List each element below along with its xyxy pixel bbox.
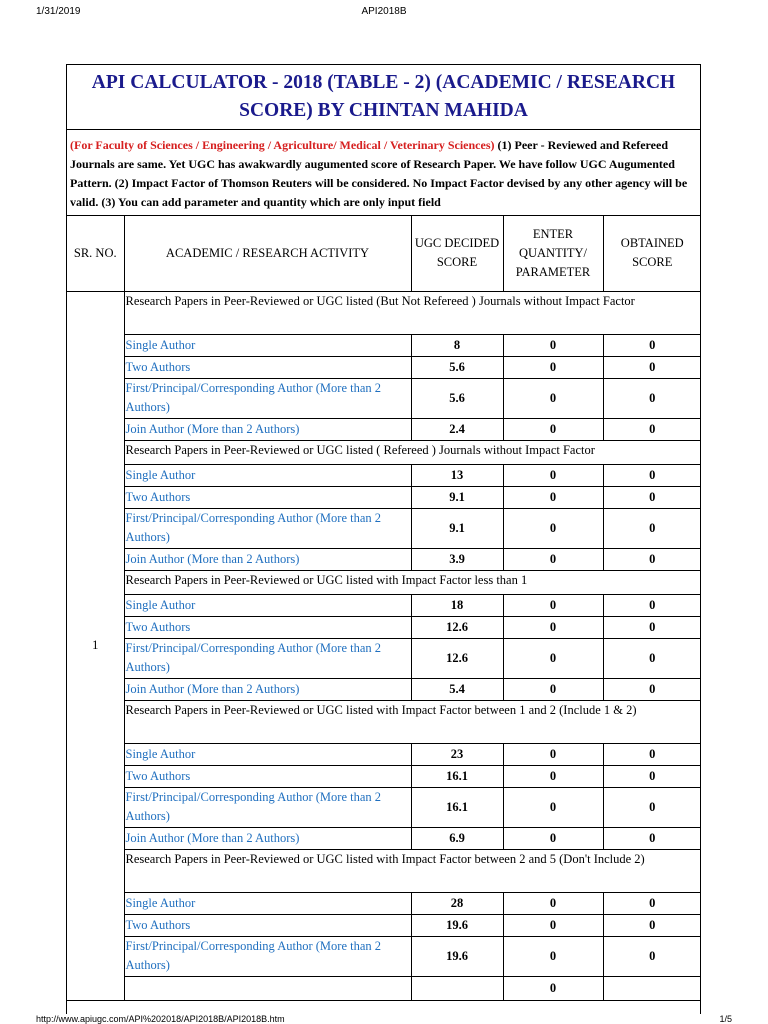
category-row [67,570,701,594]
header-enter-quantity: ENTER QUANTITY/ PARAMETER [503,216,603,291]
category-label: Research Papers in Peer-Reviewed or UGC listed with Impact Factor between 2 and 5 (Don't Include 2) [124,849,701,892]
obtained-score-value: 0 [603,892,701,914]
ugc-score-value: 12.6 [411,638,503,678]
quantity-input[interactable]: 0 [503,508,603,548]
obtained-score-value: 0 [603,356,701,378]
ugc-score-value: 3.9 [411,548,503,570]
author-type-label: Two Authors [124,486,411,508]
table-row [67,464,701,486]
quantity-input[interactable]: 0 [503,743,603,765]
author-type-label: First/Principal/Corresponding Author (More than 2 Authors) [124,936,411,976]
author-type-label: Single Author [124,892,411,914]
table-row [67,765,701,787]
obtained-score-value: 0 [603,787,701,827]
author-type-label: Two Authors [124,356,411,378]
ugc-score-value: 5.4 [411,678,503,700]
quantity-input[interactable]: 0 [503,356,603,378]
obtained-score-value [603,976,701,1000]
ugc-score-value: 28 [411,892,503,914]
category-row [67,700,701,743]
quantity-input[interactable]: 0 [503,464,603,486]
obtained-score-value: 0 [603,508,701,548]
instructions-notes [67,130,700,216]
print-url: http://www.apiugc.com/API%202018/API2018B/API2018B.htm [36,1014,285,1024]
obtained-score-value: 0 [603,594,701,616]
obtained-score-value: 0 [603,616,701,638]
obtained-score-value: 0 [603,765,701,787]
table-row [67,616,701,638]
table-row [67,678,701,700]
print-header [0,6,768,20]
category-label: Research Papers in Peer-Reviewed or UGC listed with Impact Factor between 1 and 2 (Include 1 & 2) [124,700,701,743]
print-page-number: 1/5 [719,1014,732,1024]
category-row [67,849,701,892]
api-calculator-sheet [66,64,701,1014]
quantity-input[interactable]: 0 [503,936,603,976]
category-label: Research Papers in Peer-Reviewed or UGC listed (But Not Refereed ) Journals without Impact Factor [124,291,701,334]
author-type-label: Two Authors [124,616,411,638]
obtained-score-value: 0 [603,464,701,486]
quantity-input[interactable]: 0 [503,418,603,440]
ugc-score-value: 16.1 [411,787,503,827]
ugc-score-value: 19.6 [411,936,503,976]
table-row [67,486,701,508]
quantity-input[interactable]: 0 [503,616,603,638]
table-row [67,638,701,678]
faculty-note: (For Faculty of Sciences / Engineering / Agriculture/ Medical / Veterinary Sciences) [70,138,495,152]
rules-note: (1) Peer - Reviewed and Refereed Journals are same. Yet UGC has awakwardly augumented score of Research Paper. We have follow UGC Augumented Pattern. (2) Impact Factor of Thomson Reuters will be considered. No Impact Factor devised by any other agency will be valid. (3) You can add parameter and quantity which are only input field [70,138,688,209]
table-row [67,787,701,827]
author-type-label: Join Author (More than 2 Authors) [124,418,411,440]
obtained-score-value: 0 [603,743,701,765]
print-date: 1/31/2019 [36,6,81,17]
print-page-title: API2018B [361,6,407,17]
ugc-score-value: 9.1 [411,508,503,548]
header-ugc-score: UGC DECIDED SCORE [411,216,503,291]
table-row [67,508,701,548]
sr-number: 1 [67,291,124,1000]
ugc-score-value: 23 [411,743,503,765]
quantity-input[interactable]: 0 [503,892,603,914]
author-type-label: First/Principal/Corresponding Author (More than 2 Authors) [124,378,411,418]
table-row [67,743,701,765]
obtained-score-value: 0 [603,936,701,976]
table-row [67,976,701,1000]
obtained-score-value: 0 [603,378,701,418]
table-row [67,548,701,570]
table-row [67,914,701,936]
ugc-score-value: 2.4 [411,418,503,440]
table-row [67,594,701,616]
author-type-label: Single Author [124,464,411,486]
quantity-input[interactable]: 0 [503,914,603,936]
obtained-score-value: 0 [603,678,701,700]
table-row [67,378,701,418]
quantity-input[interactable]: 0 [503,765,603,787]
table-row [67,936,701,976]
author-type-label: First/Principal/Corresponding Author (More than 2 Authors) [124,508,411,548]
table-row [67,827,701,849]
author-type-label: First/Principal/Corresponding Author (More than 2 Authors) [124,787,411,827]
quantity-input[interactable]: 0 [503,548,603,570]
ugc-score-value: 8 [411,334,503,356]
author-type-label: Join Author (More than 2 Authors) [124,827,411,849]
quantity-input[interactable]: 0 [503,678,603,700]
ugc-score-value: 16.1 [411,765,503,787]
quantity-input[interactable]: 0 [503,378,603,418]
header-sr-no: SR. NO. [67,216,124,291]
author-type-label: Two Authors [124,765,411,787]
ugc-score-value: 12.6 [411,616,503,638]
author-type-label: Single Author [124,334,411,356]
obtained-score-value: 0 [603,827,701,849]
obtained-score-value: 0 [603,418,701,440]
table-row [67,892,701,914]
author-type-label: Two Authors [124,914,411,936]
obtained-score-value: 0 [603,334,701,356]
author-type-label: Single Author [124,594,411,616]
table-row [67,418,701,440]
page-title: API CALCULATOR - 2018 (TABLE - 2) (ACADEMIC / RESEARCH SCORE) BY CHINTAN MAHIDA [67,65,700,130]
quantity-input[interactable]: 0 [503,827,603,849]
author-type-label: First/Principal/Corresponding Author (More than 2 Authors) [124,638,411,678]
table-row [67,334,701,356]
quantity-input[interactable]: 0 [503,638,603,678]
quantity-input[interactable]: 0 [503,976,603,1000]
header-obtained-score: OBTAINED SCORE [603,216,701,291]
ugc-score-value: 18 [411,594,503,616]
author-type-label: Join Author (More than 2 Authors) [124,678,411,700]
author-type-label [124,976,411,1000]
category-label: Research Papers in Peer-Reviewed or UGC listed ( Refereed ) Journals without Impact Factor [124,440,701,464]
obtained-score-value: 0 [603,638,701,678]
ugc-score-value [411,976,503,1000]
ugc-score-value: 19.6 [411,914,503,936]
quantity-input[interactable]: 0 [503,334,603,356]
author-type-label: Single Author [124,743,411,765]
quantity-input[interactable]: 0 [503,594,603,616]
category-label: Research Papers in Peer-Reviewed or UGC listed with Impact Factor less than 1 [124,570,701,594]
table-row [67,356,701,378]
quantity-input[interactable]: 0 [503,486,603,508]
table-header-row [67,216,701,291]
ugc-score-value: 6.9 [411,827,503,849]
score-table [67,216,701,1001]
header-activity: ACADEMIC / RESEARCH ACTIVITY [124,216,411,291]
quantity-input[interactable]: 0 [503,787,603,827]
obtained-score-value: 0 [603,486,701,508]
obtained-score-value: 0 [603,914,701,936]
obtained-score-value: 0 [603,548,701,570]
ugc-score-value: 13 [411,464,503,486]
category-row [67,291,701,334]
category-row [67,440,701,464]
ugc-score-value: 9.1 [411,486,503,508]
ugc-score-value: 5.6 [411,356,503,378]
ugc-score-value: 5.6 [411,378,503,418]
author-type-label: Join Author (More than 2 Authors) [124,548,411,570]
print-footer [0,1014,768,1024]
